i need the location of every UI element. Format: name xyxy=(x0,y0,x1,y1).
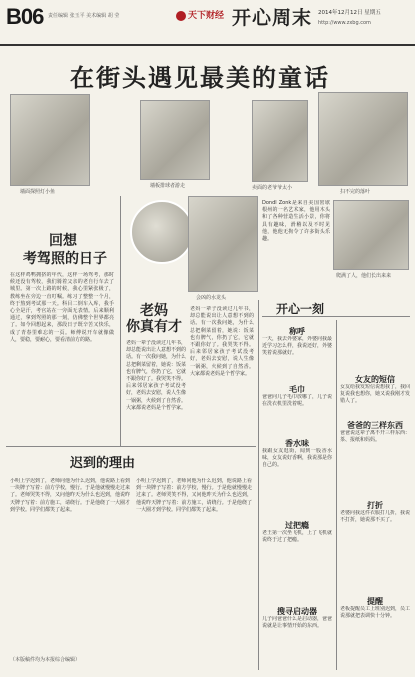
side-right-text-0: 女友给我发短信说想我了，我回复说我也想你，她又说我刚才发错人了。 xyxy=(340,384,410,405)
side-item-title-2: 香水味 xyxy=(285,439,309,448)
side-head: 开心一刻 xyxy=(276,302,325,316)
bottom-divider xyxy=(6,446,256,447)
street-photo-6 xyxy=(333,200,409,270)
column-divider-1 xyxy=(120,196,121,446)
photo-caption-3: 卖面的老爷爷太小 xyxy=(252,185,293,191)
left-article: 在这样鸡鸭拥挤的年代，这样一场驾考，那时候还没有驾校，我们骑着父亲的老自行车去了城里。第一次上路的时候，我心里紧张极了，教练坐在旁边一直叮嘱。练习了整整一个月，终于熬到考试那一天。科目二倒车入库，我手心全是汗，考官站在一旁面无表情。后来顺利通过，拿到驾照的那一刻，仿佛整个世界都亮了。如今回想起来，那段日子既辛苦又快乐，成了青春里难忘的一页。师傅说开车就像做人，要稳，要耐心，要看清前方的路。 xyxy=(10,272,114,343)
logo-icon xyxy=(176,11,186,21)
street-photo-3 xyxy=(252,100,308,182)
page-number: B06 xyxy=(6,4,44,29)
feature-title: 在街头遇见最美的童话 xyxy=(70,63,330,92)
side-right-title-2: 打折 xyxy=(367,501,383,510)
side-item-text-0: 一天，我去外婆家，外婆问我最近学习怎么样，我说还好，外婆笑着说那就好。 xyxy=(262,336,332,357)
side-item-text-1: 爸爸问儿子毛巾放哪了，儿子说在洗衣机里洗着呢。 xyxy=(262,394,332,408)
side-right-text-3: 老板提醒员工上班别迟到，员工说那就把表调快十分钟。 xyxy=(340,606,410,620)
side-divider xyxy=(262,316,410,317)
side-item-title-0: 称呼 xyxy=(289,327,305,336)
reason-title: 迟到的理由 xyxy=(70,456,136,471)
mom-article: 老妈一辈子没读过几年书，却总能说出让人意想不到的话。有一次我问她，为什么总把剩菜留着，她说：饭菜也有脾气，你扔了它，它就不跟你好了。我哭笑不得。后来邻居家孩子考试没考好，老妈去安慰，说人生像一锅粥，火候到了自然香。大家都说老妈是个哲学家。 xyxy=(126,340,186,411)
side-right-title-1: 爸爸的三样东西 xyxy=(347,421,403,430)
side-item-title-4: 搜寻启动器 xyxy=(277,607,317,616)
side-item-title-1: 毛巾 xyxy=(289,385,305,394)
side-item-text-3: 老王第一次坐飞机，上了飞机就说终于过了把瘾。 xyxy=(262,530,332,544)
side-item-title-3: 过把瘾 xyxy=(285,521,309,530)
toy-circle-photo xyxy=(130,200,194,264)
mom-article-2: 老妈一辈子没读过几年书，却总能说出让人意想不到的话。有一次我问她，为什么总把剩菜留着，她说：饭菜也有脾气，你扔了它，它就不跟你好了。我哭笑不得。后来邻居家孩子考试没考好，老妈去安慰，说人生像一锅粥，火候到了自然香。大家都说老妈是个哲学家。 xyxy=(190,306,254,377)
side-item-text-2: 我跟女友逛街，闻到一股香水味，女友说好香啊，我说那是你自己的。 xyxy=(262,448,332,469)
editor-meta: 责任编辑 张玉平 美术编辑 胡 莹 xyxy=(48,13,120,19)
column-divider-3 xyxy=(336,320,337,670)
side-right-title-0: 女友的短信 xyxy=(355,375,395,384)
street-photo-4 xyxy=(318,92,408,186)
street-photo-5 xyxy=(188,196,258,292)
photo-caption-4: 扫不完的落叶 xyxy=(340,189,371,195)
newspaper-logo: 天下财经 xyxy=(176,8,224,21)
side-right-title-3: 提醒 xyxy=(367,597,383,606)
feature-blurb: Dondl Zonk是来自美国密歇根州的一名艺术家，他用木头和了各种营造生活小景，你将具有趣味，滑稽以及不时见他，他他无拘令了许多街头乐趣。 xyxy=(262,200,330,243)
reason-article-col1: 小明上学迟到了，老师问他为什么迟到，他说路上看到一块牌子写着：前方学校，慢行。于是他就慢慢走过来了。老师哭笑不得，又问他昨天为什么也迟到，他说昨天牌子写着：前方施工，请绕行。于是他绕了一大圈才到学校。同学们都笑了起来。 xyxy=(10,478,130,513)
left-title-1: 回想 xyxy=(49,233,77,249)
reason-article-col2: 小明上学迟到了，老师问他为什么迟到，他说路上看到一块牌子写着：前方学校，慢行。于是他就慢慢走过来了。老师哭笑不得，又问他昨天为什么也迟到，他说昨天牌子写着：前方施工，请绕行。于是他绕了一大圈才到学校。同学们都笑了起来。 xyxy=(136,478,252,513)
edit-note: （本版稿件均为本报综合编辑） xyxy=(10,657,81,663)
street-photo-1 xyxy=(10,94,90,186)
column-divider-2 xyxy=(258,300,259,670)
left-title-2: 考驾照的日子 xyxy=(23,251,107,267)
photo-caption-5: 会凶的水龙头 xyxy=(196,295,227,301)
side-item-text-4: 儿子问爸爸什么是启动器，爸爸说就是让事情开始的东西。 xyxy=(262,616,332,630)
photo-caption-1: 墙面探照灯小鱼 xyxy=(20,189,56,195)
section-title: 开心周末 xyxy=(232,7,313,29)
mom-title-2: 你真有才 xyxy=(126,319,182,335)
side-right-text-1: 爸爸说这辈子离不开三样东西：茶、报纸和妈妈。 xyxy=(340,430,410,444)
photo-caption-2: 墙板排球者游走 xyxy=(150,183,186,189)
mom-title-1: 老妈 xyxy=(140,303,168,319)
website: http://www.zxbg.com xyxy=(318,20,371,26)
issue-date: 2014年12月12日 星期五 xyxy=(318,10,381,16)
street-photo-2 xyxy=(140,100,210,180)
photo-caption-6: 爬满了人，他们长出来来 xyxy=(336,273,392,279)
side-right-text-2: 老婆问我这件衣服打几折，我说不打折，她说那不买了。 xyxy=(340,510,410,524)
